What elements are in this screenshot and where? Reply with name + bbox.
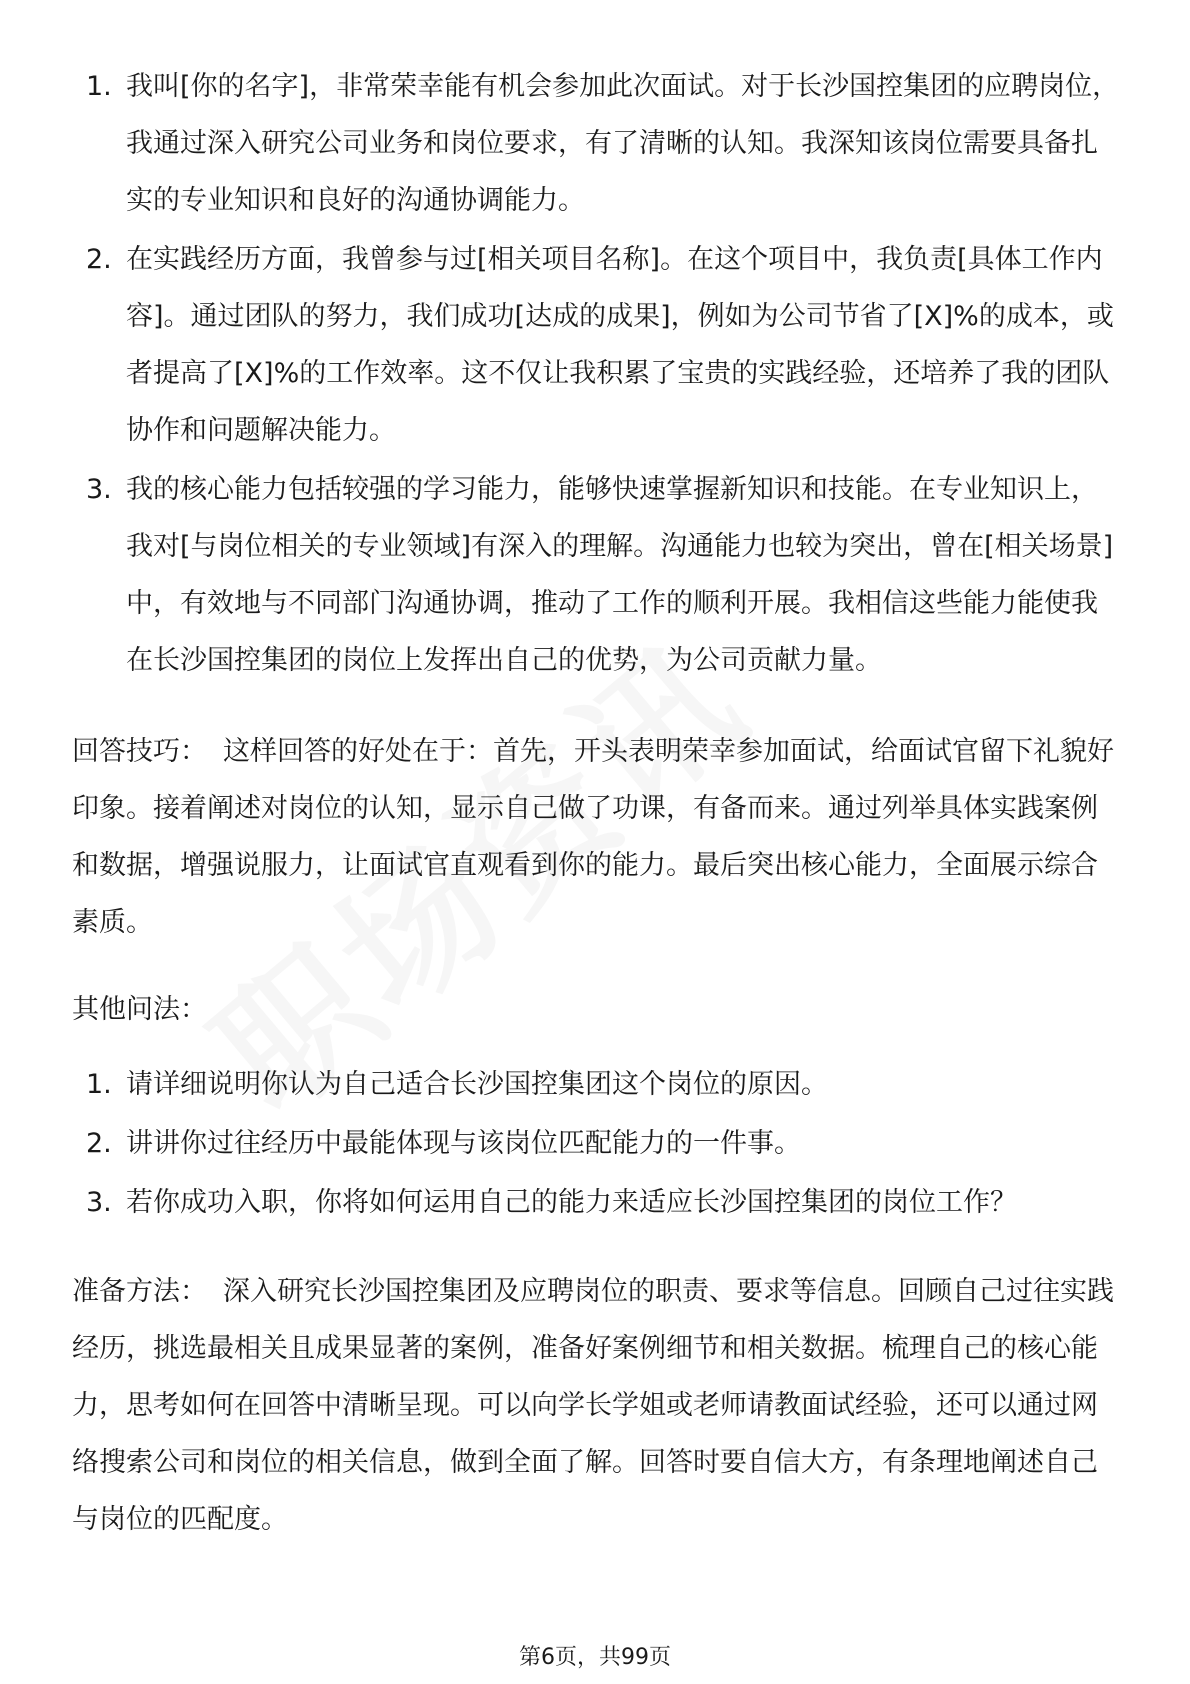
preparation-label: 准备方法： — [72, 1276, 207, 1307]
list-item — [72, 1174, 1122, 1231]
list-item-text: 在实践经历方面，我曾参与过[相关项目名称]。在这个项目中，我负责[具体工作内容]。通过团队的努力，我们成功[达成的成果]，例如为公司节省了[X]%的成本，或者提高了[X]%的工作效率。这不仅让我积累了宝贵的实践经验，还培养了我的团队协作和问题解决能力。 — [126, 244, 1114, 446]
list-item — [72, 1056, 1122, 1113]
list-item — [72, 1115, 1122, 1172]
list-item-text: 讲讲你过往经历中最能体现与该岗位匹配能力的一件事。 — [126, 1128, 801, 1159]
list-item — [72, 231, 1122, 459]
preparation-method — [72, 1263, 1122, 1548]
other-questions-heading: 其他问法： — [72, 994, 207, 1025]
list-item — [72, 58, 1122, 229]
list-number: 1. — [86, 71, 112, 102]
list-item-text: 请详细说明你认为自己适合长沙国控集团这个岗位的原因。 — [126, 1069, 828, 1100]
list-item-text: 若你成功入职，你将如何运用自己的能力来适应长沙国控集团的岗位工作？ — [126, 1187, 1017, 1218]
answer-list — [72, 58, 1122, 689]
list-number: 3. — [86, 474, 112, 505]
list-item-text: 我的核心能力包括较强的学习能力，能够快速掌握新知识和技能。在专业知识上，我对[与岗位相关的专业领域]有深入的理解。沟通能力也较为突出，曾在[相关场景]中，有效地与不同部门沟通协调，推动了工作的顺利开展。我相信这些能力能使我在长沙国控集团的岗位上发挥出自己的优势，为公司贡献力量。 — [126, 474, 1114, 676]
tips-label: 回答技巧： — [72, 736, 207, 767]
list-number: 3. — [86, 1187, 112, 1218]
page-footer: 第6页，共99页 — [519, 1645, 671, 1670]
list-item-text: 我叫[你的名字]，非常荣幸能有机会参加此次面试。对于长沙国控集团的应聘岗位，我通过深入研究公司业务和岗位要求，有了清晰的认知。我深知该岗位需要具备扎实的专业知识和良好的沟通协调能力。 — [126, 71, 1120, 216]
other-questions-list — [72, 1056, 1122, 1231]
answer-tips — [72, 723, 1122, 951]
list-number: 2. — [86, 1128, 112, 1159]
list-number: 1. — [86, 1069, 112, 1100]
tips-text: 这样回答的好处在于：首先，开头表明荣幸参加面试，给面试官留下礼貌好印象。接着阐述对岗位的认知，显示自己做了功课，有备而来。通过列举具体实践案例和数据，增强说服力，让面试官直观看到你的能力。最后突出核心能力，全面展示综合素质。 — [72, 736, 1114, 938]
list-number: 2. — [86, 244, 112, 275]
document-page — [72, 58, 1122, 1548]
list-item — [72, 461, 1122, 689]
preparation-text: 深入研究长沙国控集团及应聘岗位的职责、要求等信息。回顾自己过往实践经历，挑选最相关且成果显著的案例，准备好案例细节和相关数据。梳理自己的核心能力，思考如何在回答中清晰呈现。可以向学长学姐或老师请教面试经验，还可以通过网络搜索公司和岗位的相关信息，做到全面了解。回答时要自信大方，有条理地阐述自己与岗位的匹配度。 — [72, 1276, 1114, 1535]
